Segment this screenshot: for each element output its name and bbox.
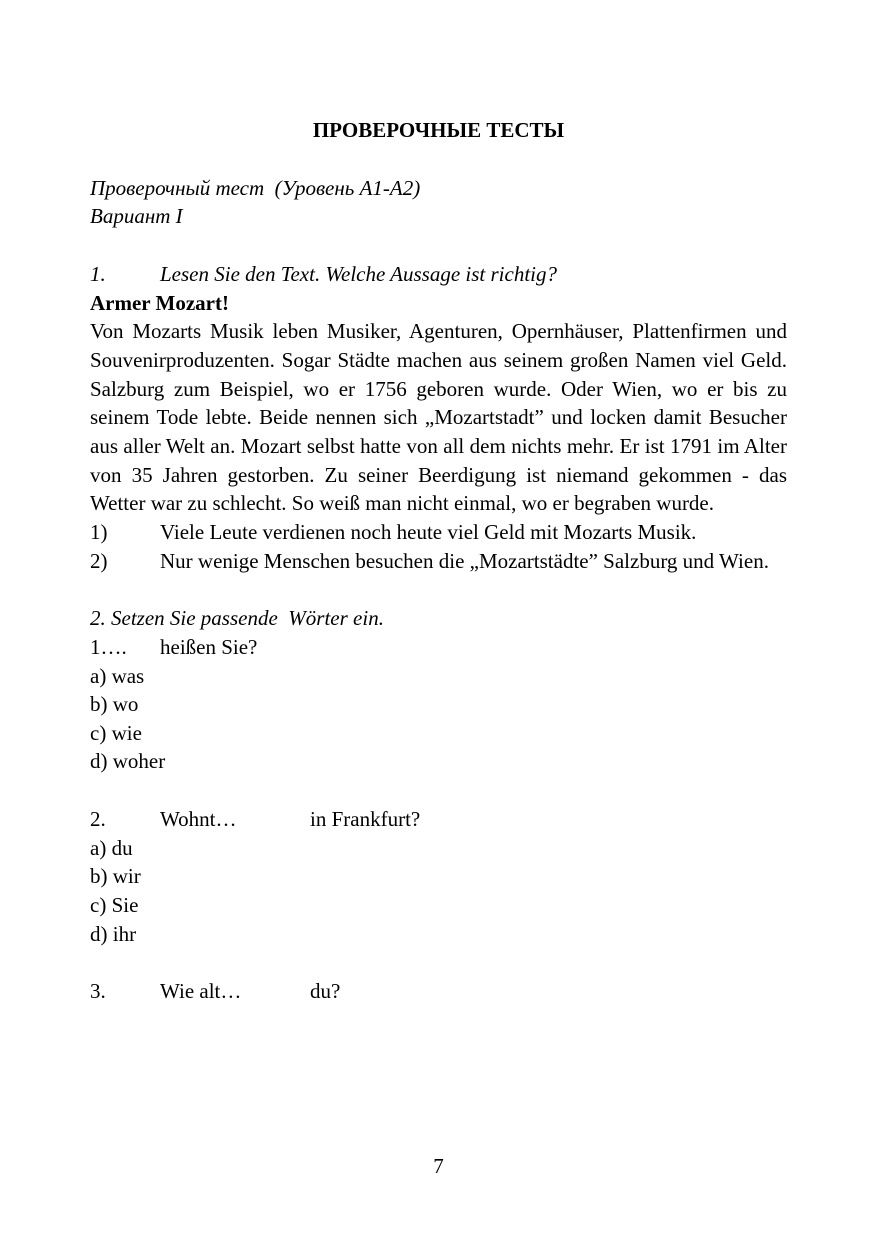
question-1-option-a: a) was — [90, 663, 145, 688]
page-title: ПРОВЕРОЧНЫЕ ТЕСТЫ — [312, 118, 565, 142]
statement-1-number: 1) — [90, 519, 108, 544]
question-3-verb: Wie alt… — [160, 979, 242, 1004]
question-3-text: du? — [310, 979, 341, 1004]
question-2-verb: Wohnt… — [160, 807, 237, 832]
question-3-number: 3. — [90, 979, 106, 1004]
question-1-option-b: b) wo — [90, 692, 139, 717]
question-2-option-d: d) ihr — [90, 921, 137, 946]
question-1-prompt — [90, 633, 787, 662]
question-1-option-d: d) woher — [90, 749, 166, 774]
question-2-option-a: a) du — [90, 835, 133, 860]
statement-2-text: Nur wenige Menschen besuchen die „Mozartstädte” Salzburg und Wien. — [160, 548, 769, 573]
question-2-option-b: b) wir — [90, 864, 141, 889]
statement-2-number: 2) — [90, 548, 108, 573]
variant-line: Вариант I — [90, 204, 183, 229]
statement-2 — [90, 547, 787, 576]
question-2-number: 2. — [90, 807, 106, 832]
reading-text-paragraph: Von Mozarts Musik leben Musiker, Agenturen, Opernhäuser, Plattenfirmen und Souvenirproduzenten. Sogar Städte machen aus seinem großen Namen viel Geld. Salzburg zum Beispiel, wo er 1756 geboren wurde. Oder Wien, wo er bis zu seinem Tode lebte. Beide nennen sich „Mozartstadt” und locken damit Besucher aus aller Welt an. Mozart selbst hatte von all dem nichts mehr. Er ist 1791 im Alter von 35 Jahren gestorben. Zu seiner Beerdigung ist niemand gekommen - das Wetter war zu schlecht. So weiß man nicht einmal, wo er begraben wurde. — [90, 319, 787, 516]
page-number: 7 — [433, 1154, 444, 1178]
task1-heading — [90, 260, 787, 289]
question-2-prompt — [90, 805, 787, 834]
task2-heading: 2. Setzen Sie passende Wörter ein. — [90, 606, 384, 631]
test-name-line: Проверочный тест (Уровень А1-А2) — [90, 175, 421, 200]
question-3-prompt — [90, 977, 787, 1006]
question-2-text: in Frankfurt? — [310, 807, 421, 832]
question-2-option-c: c) Sie — [90, 893, 139, 918]
reading-text-title: Armer Mozart! — [90, 290, 229, 315]
task1-number: 1. — [90, 261, 106, 286]
statement-1-text: Viele Leute verdienen noch heute viel Geld mit Mozarts Musik. — [160, 519, 697, 544]
question-1-text: heißen Sie? — [160, 634, 258, 659]
question-1-number: 1…. — [90, 634, 127, 659]
question-1-option-c: c) wie — [90, 720, 142, 745]
statement-1 — [90, 518, 787, 547]
task1-instruction: Lesen Sie den Text. Welche Aussage ist richtig? — [160, 261, 558, 286]
